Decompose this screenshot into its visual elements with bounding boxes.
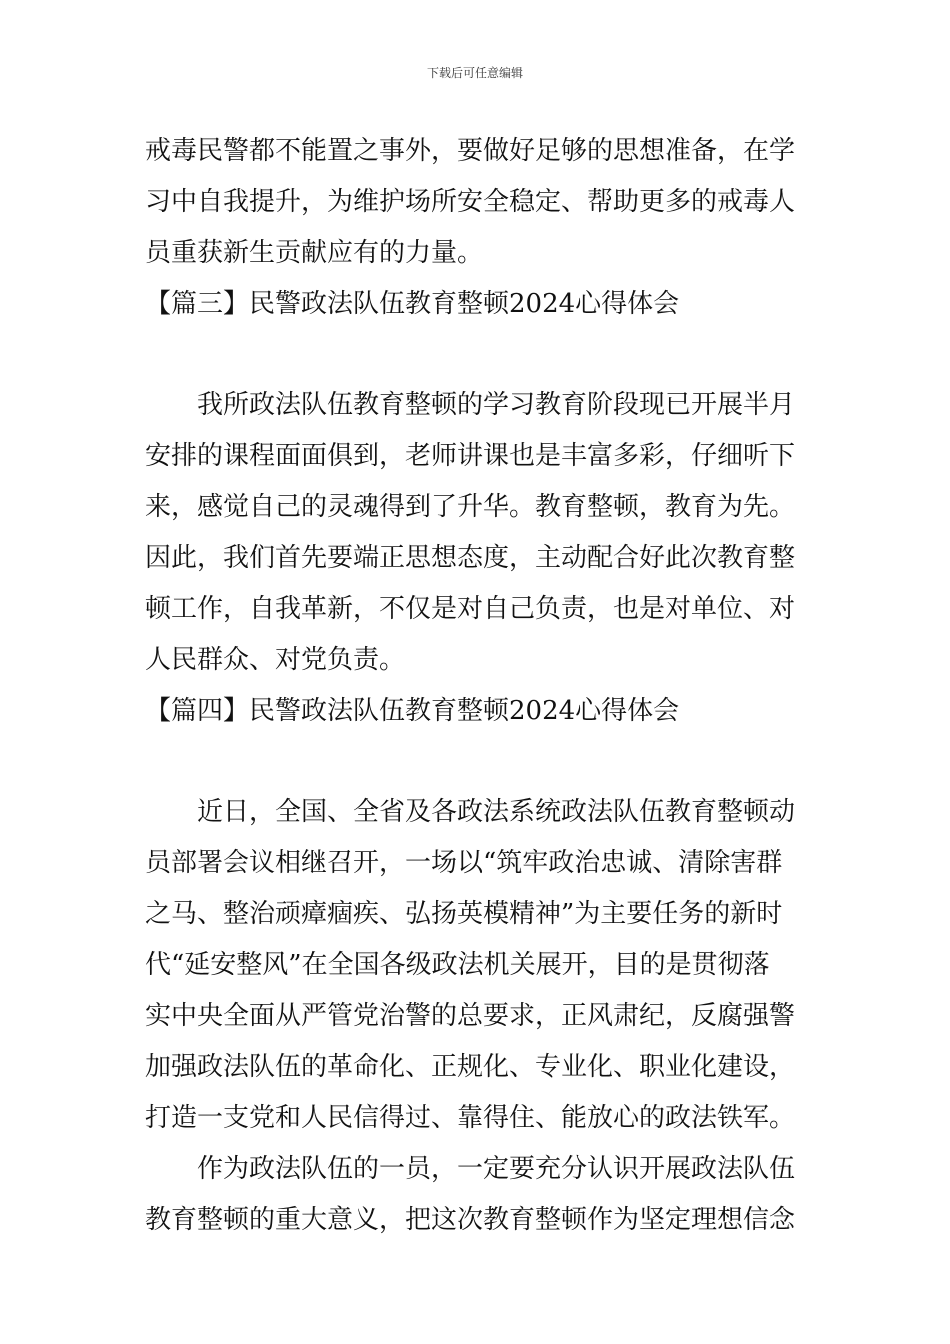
text-line: 代“延安整风”在全国各级政法机关展开，目的是贯彻落 xyxy=(145,950,770,980)
text-line: 打造一支党和人民信得过、靠得住、能放心的政法铁军。 xyxy=(145,1103,796,1133)
text-line: 习中自我提升，为维护场所安全稳定、帮助更多的戒毒人 xyxy=(145,187,796,217)
text-line: 安排的课程面面俱到，老师讲课也是丰富多彩，仔细听下 xyxy=(145,441,796,471)
paragraph-spacer xyxy=(145,330,807,380)
text-line: 之马、整治顽瘴痼疾、弘扬英模精神”为主要任务的新时 xyxy=(145,899,783,929)
text-line: 我所政法队伍教育整顿的学习教育阶段现已开展半月 xyxy=(197,390,796,420)
text-line: 作为政法队伍的一员，一定要充分认识开展政法队伍 xyxy=(197,1154,796,1184)
text-line: 加强政法队伍的革命化、正规化、专业化、职业化建设， xyxy=(145,1052,796,1082)
paragraph-spacer xyxy=(145,737,807,787)
page-header: 下载后可任意编辑 xyxy=(426,66,523,80)
text-line: 来，感觉自己的灵魂得到了升华。教育整顿，教育为先。 xyxy=(145,492,796,522)
section-heading: 【篇四】民警政法队伍教育整顿2024心得体会 xyxy=(145,696,680,726)
text-line: 顿工作，自我革新，不仅是对自己负责，也是对单位、对 xyxy=(145,594,796,624)
text-line: 教育整顿的重大意义，把这次教育整顿作为坚定理想信念 xyxy=(145,1205,796,1235)
text-line: 因此，我们首先要端正思想态度，主动配合好此次教育整 xyxy=(145,543,796,573)
text-line: 近日，全国、全省及各政法系统政法队伍教育整顿动 xyxy=(197,797,796,827)
section-heading: 【篇三】民警政法队伍教育整顿2024心得体会 xyxy=(145,289,680,319)
text-line: 人民群众、对党负责。 xyxy=(145,645,406,675)
text-line: 员重获新生贡献应有的力量。 xyxy=(145,238,484,268)
text-line: 戒毒民警都不能置之事外，要做好足够的思想准备，在学 xyxy=(145,136,796,166)
text-line: 员部署会议相继召开，一场以“筑牢政治忠诚、清除害群 xyxy=(145,848,783,878)
document-body xyxy=(145,126,807,1246)
text-line: 实中央全面从严管党治警的总要求，正风肃纪，反腐强警 xyxy=(145,1001,796,1031)
